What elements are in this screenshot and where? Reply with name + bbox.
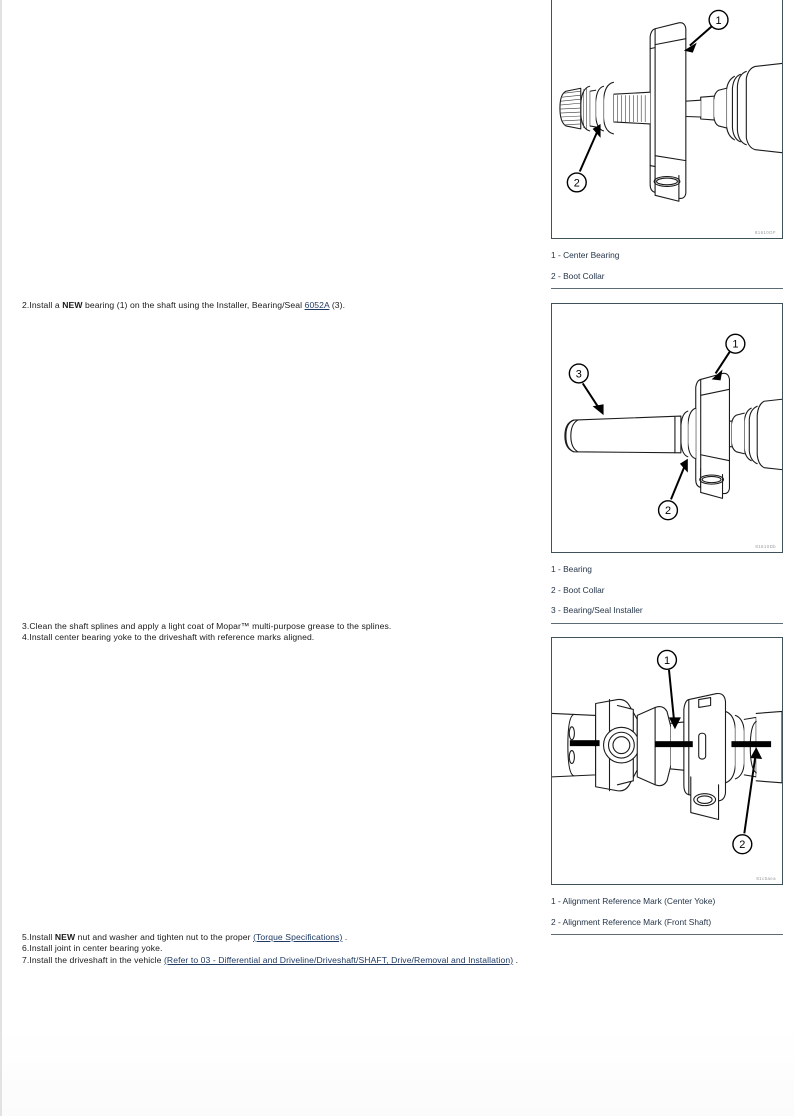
step-5-bold-new: NEW xyxy=(54,932,76,942)
align-mark-left-shaft xyxy=(570,740,600,746)
figure-2-code: 81610Db xyxy=(755,544,776,549)
svg-text:1: 1 xyxy=(663,654,671,667)
step-2-text-tail: (3). xyxy=(329,300,346,310)
figure-1-caption-2: 2 - Boot Collar xyxy=(551,270,605,281)
instruction-step-5 xyxy=(22,932,522,943)
step-3-text: Clean the shaft splines and apply a light coat of Mopar™ multi-purpose grease to the splines. xyxy=(29,621,392,631)
figure-1-callout-2 xyxy=(567,124,600,192)
figure-2-caption-1: 1 - Bearing xyxy=(551,564,592,574)
figure-2-callout-2 xyxy=(659,459,688,520)
svg-text:1: 1 xyxy=(732,338,739,351)
align-mark-center-yoke xyxy=(655,741,693,747)
figure-3-code: 81c5aea xyxy=(756,876,776,881)
step-5-text-after-bold: nut and washer and tighten nut to the proper xyxy=(75,932,254,942)
svg-text:3: 3 xyxy=(575,368,582,381)
figure-2-captions xyxy=(551,553,783,621)
figure-2-separator xyxy=(551,623,783,624)
step-2-text-after-bold: bearing (1) on the shaft using the Installer, Bearing/Seal xyxy=(82,300,305,310)
figure-2-caption-2: 2 - Boot Collar xyxy=(551,584,605,595)
figure-1-code: 81610GF xyxy=(754,230,776,235)
link-removal-and-installation[interactable]: (Refer to 03 - Differential and Driveline/Driveshaft/SHAFT, Drive/Removal and Installation) xyxy=(163,954,514,965)
figure-2-illustration xyxy=(551,303,783,553)
svg-text:2: 2 xyxy=(664,505,672,518)
instruction-step-4 xyxy=(22,632,522,643)
step-2-number: 2. xyxy=(22,300,30,310)
figure-2-caption-3: 3 - Bearing/Seal Installer xyxy=(551,605,643,615)
instruction-step-3 xyxy=(22,621,522,632)
step-7-number: 7. xyxy=(22,954,30,965)
figure-3-illustration xyxy=(551,637,783,885)
instruction-step-6 xyxy=(22,943,522,954)
figure-3-container xyxy=(551,637,783,935)
instruction-step-7 xyxy=(22,955,522,966)
svg-text:1: 1 xyxy=(715,14,722,27)
step-4-number: 4. xyxy=(22,632,30,643)
figure-1-separator xyxy=(551,288,783,289)
instruction-block-step-5-7 xyxy=(22,932,522,966)
instruction-block-step-3-4 xyxy=(22,621,522,644)
step-7-text-before-link: Install the driveshaft in the vehicle xyxy=(29,954,164,965)
figure-3-caption-1: 1 - Alignment Reference Mark (Center Yoke) xyxy=(551,896,716,906)
instruction-block-step-2 xyxy=(22,300,522,311)
instruction-step-2 xyxy=(22,300,522,311)
step-5-text-tail: . xyxy=(342,932,348,942)
figure-2-callout-3 xyxy=(569,364,603,415)
figure-1-container xyxy=(551,0,783,289)
step-4-text: Install center bearing yoke to the driveshaft with reference marks aligned. xyxy=(29,632,315,643)
svg-text:2: 2 xyxy=(739,839,746,852)
step-5-text-before-bold: Install xyxy=(29,932,55,942)
svg-text:2: 2 xyxy=(573,177,580,190)
figure-1-captions xyxy=(551,239,783,286)
step-6-text: Install joint in center bearing yoke. xyxy=(29,943,163,954)
figure-2-callout-1 xyxy=(712,334,745,380)
figure-3-captions xyxy=(551,885,783,932)
step-5-number: 5. xyxy=(22,932,30,942)
step-2-bold-new: NEW xyxy=(62,300,83,310)
align-mark-front-shaft xyxy=(731,741,771,747)
link-tool-6052a[interactable]: 6052A xyxy=(304,300,330,310)
figure-1-caption-1: 1 - Center Bearing xyxy=(551,250,620,260)
step-6-number: 6. xyxy=(22,943,30,954)
link-torque-specifications[interactable]: (Torque Specifications) xyxy=(253,932,343,942)
figure-2-container xyxy=(551,303,783,624)
page-left-rule xyxy=(0,0,2,1116)
figure-3-separator xyxy=(551,934,783,935)
figure-3-caption-2: 2 - Alignment Reference Mark (Front Shaft) xyxy=(551,916,712,927)
step-7-text-tail: . xyxy=(513,954,519,965)
figure-1-callout-1 xyxy=(684,10,728,52)
figure-1-illustration xyxy=(551,0,783,239)
step-3-number: 3. xyxy=(22,621,30,631)
step-2-text-before-bold: Install a xyxy=(29,300,63,310)
